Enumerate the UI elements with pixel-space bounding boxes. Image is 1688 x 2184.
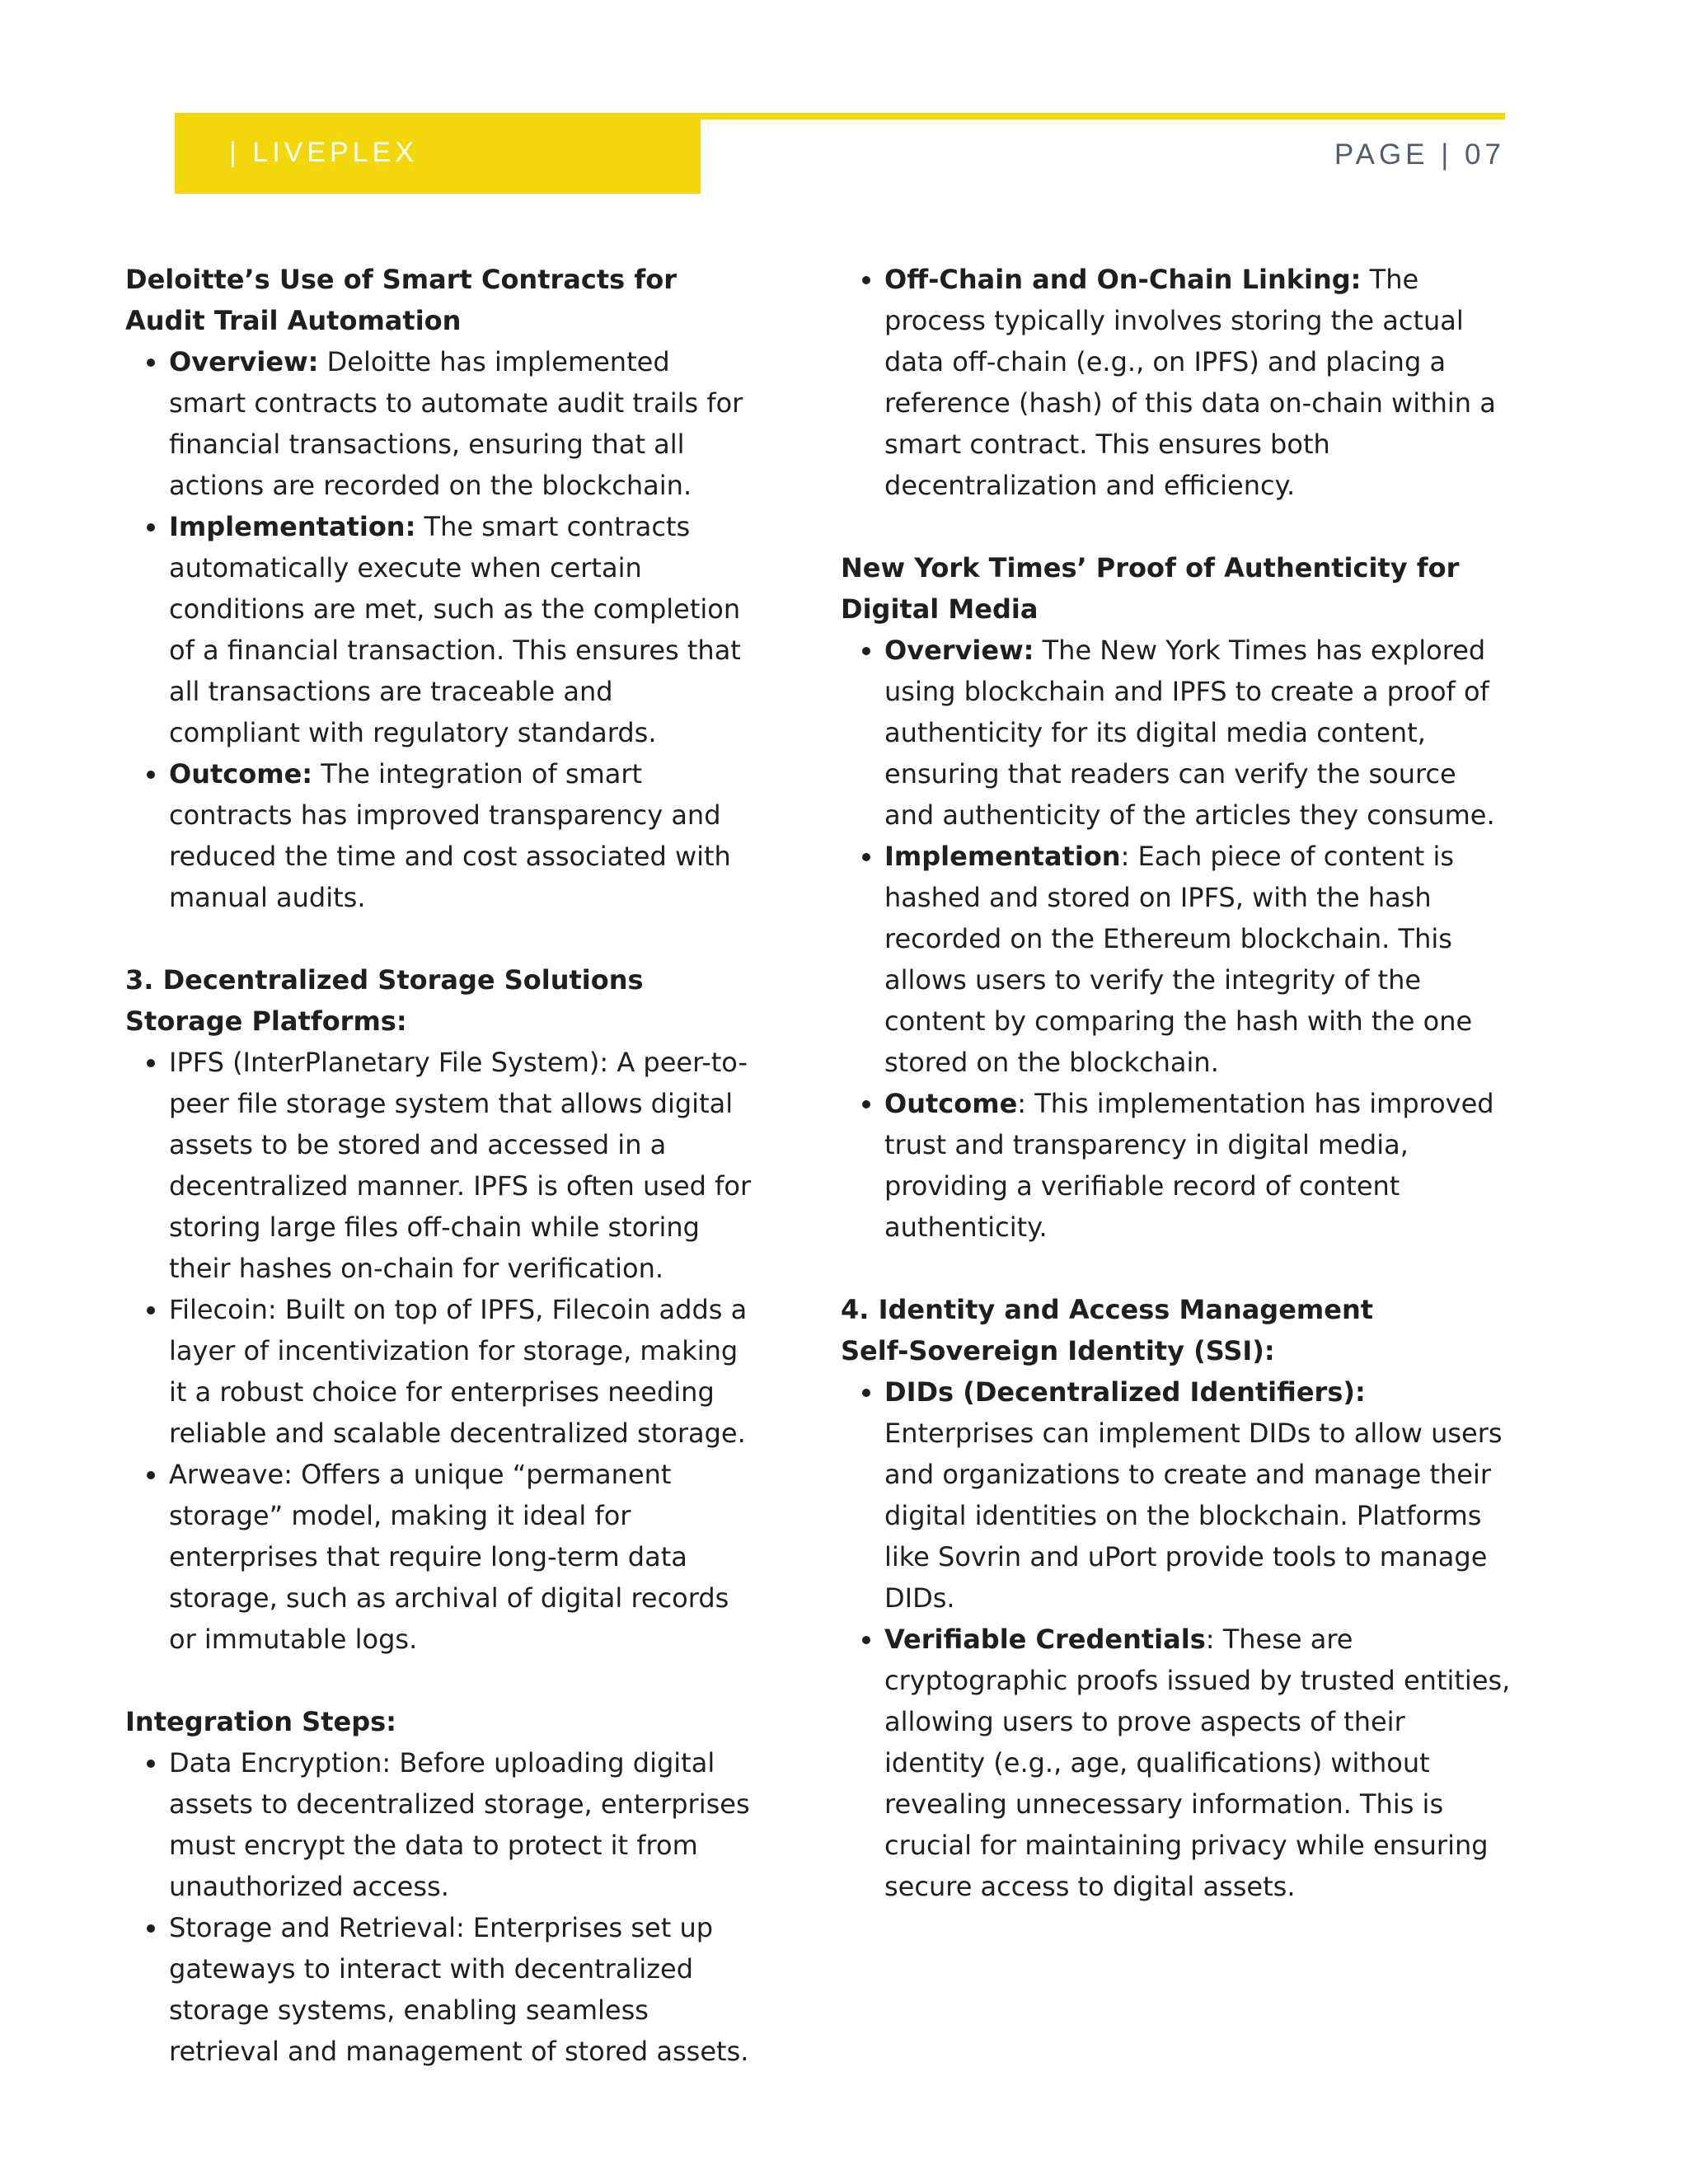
item-label: Implementation: [884, 841, 1121, 872]
item-text: : This implementation has improved trust and transparency in digital media, providing a verifiable record of content authenticity.: [884, 1088, 1494, 1243]
deloitte-list: [125, 341, 752, 918]
item-text: The integration of smart contracts has improved transparency and reduced the time and cost associated with manual audits.: [169, 758, 731, 913]
right-column: [841, 259, 1512, 1907]
list-item: [884, 630, 1512, 836]
list-item: • Arweave: Offers a unique “permanent storage” model, making it ideal for enterprises that require long-term data storage, such as archival of digital records or immutable logs.: [169, 1454, 752, 1660]
page-number: PAGE | 07: [1334, 138, 1505, 171]
left-column: [125, 259, 752, 2072]
item-label: DIDs (Decentralized Identifiers):: [884, 1376, 1366, 1408]
list-item: [169, 506, 752, 753]
list-item: • Filecoin: Built on top of IPFS, Filecoin adds a layer of incentivization for storage, making it a robust choice for enterprises needing reliable and scalable decentralized storage.: [169, 1289, 752, 1454]
item-label: Implementation:: [169, 511, 416, 542]
list-item: [884, 1619, 1512, 1907]
header-rule: [701, 113, 1505, 120]
item-text: The process typically involves storing the actual data off-chain (e.g., on IPFS) and placing a reference (hash) of this data on-chain within a smart contract. This ensures both decentralization and efficiency.: [884, 264, 1496, 501]
item-label: Verifiable Credentials: [884, 1624, 1206, 1655]
identity-heading: 4. Identity and Access Management: [841, 1294, 1374, 1325]
list-item: • IPFS (InterPlanetary File System): A peer-to-peer file storage system that allows digital assets to be stored and accessed in a decentralized manner. IPFS is often used for storing large files off-chain while storing their hashes on-chain for verification.: [169, 1042, 752, 1289]
list-item: • Storage and Retrieval: Enterprises set up gateways to interact with decentralized storage systems, enabling seamless retrieval and management of stored assets.: [169, 1907, 752, 2072]
identity-subheading: Self-Sovereign Identity (SSI):: [841, 1335, 1275, 1366]
nyt-list: [841, 630, 1512, 1248]
list-item: [169, 341, 752, 506]
item-label: Outcome: [884, 1088, 1018, 1119]
list-item: • Data Encryption: Before uploading digital assets to decentralized storage, enterprises must encrypt the data to protect it from unauthorized access.: [169, 1742, 752, 1907]
item-text: The smart contracts automatically execute when certain conditions are met, such as the completion of a financial transaction. This ensures that all transactions are traceable and compliant with regulatory standards.: [169, 511, 741, 748]
integration-list: [125, 1742, 752, 2072]
identity-list: [841, 1371, 1512, 1907]
list-item: [169, 753, 752, 918]
brand-label: | LIVEPLEX: [229, 137, 418, 168]
item-label: Off-Chain and On-Chain Linking:: [884, 264, 1362, 295]
storage-list: [125, 1042, 752, 1660]
item-text: : These are cryptographic proofs issued by trusted entities, allowing users to prove aspects of their identity (e.g., age, qualifications) without revealing unnecessary information. This is crucial for maintaining privacy while ensuring secure access to digital assets.: [884, 1624, 1511, 1902]
list-item: [884, 259, 1512, 506]
linking-list: [841, 259, 1512, 506]
list-item: [884, 1083, 1512, 1248]
item-label: Overview:: [884, 635, 1034, 666]
item-text: The New York Times has explored using blockchain and IPFS to create a proof of authenticity for its digital media content, ensuring that readers can verify the source and authenticity of the articles they consume.: [884, 635, 1495, 831]
integration-heading: Integration Steps:: [125, 1706, 396, 1737]
deloitte-heading: Deloitte’s Use of Smart Contracts for Audit Trail Automation: [125, 264, 678, 336]
storage-heading: 3. Decentralized Storage Solutions: [125, 964, 644, 996]
item-text: : Each piece of content is hashed and stored on IPFS, with the hash recorded on the Ethereum blockchain. This allows users to verify the integrity of the content by comparing the hash with the one stored on the blockchain.: [884, 841, 1473, 1078]
item-text: Enterprises can implement DIDs to allow users and organizations to create and manage their digital identities on the blockchain. Platforms like Sovrin and uPort provide tools to manage DIDs.: [884, 1418, 1503, 1614]
storage-subheading: Storage Platforms:: [125, 1005, 407, 1037]
item-label: Outcome:: [169, 758, 313, 790]
item-label: Overview:: [169, 346, 319, 377]
item-text: Deloitte has implemented smart contracts to automate audit trails for financial transactions, ensuring that all actions are recorded on the blockchain.: [169, 346, 743, 501]
list-item: [884, 836, 1512, 1083]
list-item: [884, 1371, 1512, 1619]
nyt-heading: New York Times’ Proof of Authenticity for Digital Media: [841, 552, 1460, 625]
